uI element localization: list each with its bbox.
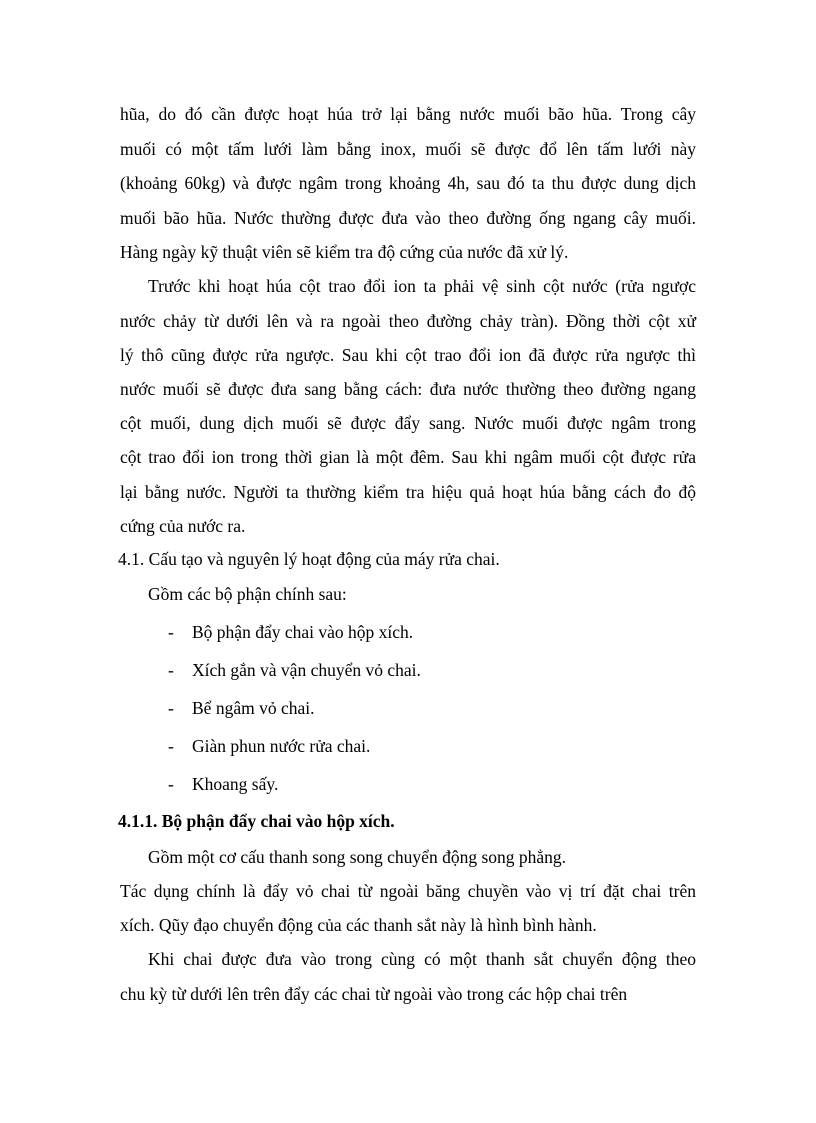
list-intro: Gồm các bộ phận chính sau: xyxy=(148,584,347,604)
section-heading: 4.1. Cấu tạo và nguyên lý hoạt động của máy rửa chai. xyxy=(118,549,500,569)
paragraph-2-line: lại bằng nước. Người ta thường kiểm tra hiệu quả hoạt húa bằng cách đo độ xyxy=(120,482,696,502)
list-item-label: Bộ phận đẩy chai vào hộp xích. xyxy=(192,622,414,642)
list-item xyxy=(168,735,370,757)
list-item-label: Xích gắn và vận chuyển vỏ chai. xyxy=(192,660,421,680)
paragraph-2-line: lý thô cũng được rửa ngược. Sau khi cột trao đổi ion đã được rửa ngược thì xyxy=(120,345,696,365)
list-item xyxy=(168,621,413,643)
paragraph-3-line: Gồm một cơ cấu thanh song song chuyển động song phẳng. xyxy=(148,847,567,867)
list-item-label: Giàn phun nước rửa chai. xyxy=(192,736,371,756)
paragraph-2-line: nước chảy từ dưới lên và ra ngoài theo đường chảy tràn). Đồng thời cột xử xyxy=(120,311,696,331)
paragraph-2-line: cột trao đổi ion trong thời gian là một đêm. Sau khi ngâm muối cột được rửa xyxy=(120,447,696,467)
paragraph-1-line: (khoảng 60kg) và được ngâm trong khoảng 4h, sau đó ta thu được dung dịch xyxy=(120,173,696,193)
bullet-marker: - xyxy=(168,698,174,718)
paragraph-3-line: xích. Qũy đạo chuyển động của các thanh sắt này là hình bình hành. xyxy=(120,915,597,935)
paragraph-1-line: Hàng ngày kỹ thuật viên sẽ kiểm tra độ cứng của nước đã xử lý. xyxy=(120,242,569,262)
list-item xyxy=(168,697,314,719)
paragraph-1-line: muối có một tấm lưới làm bằng inox, muối sẽ được đổ lên tấm lưới này xyxy=(120,139,696,159)
paragraph-2-line: cứng của nước ra. xyxy=(120,516,246,536)
subsection-heading: 4.1.1. Bộ phận đẩy chai vào hộp xích. xyxy=(118,811,395,831)
paragraph-3-line: Tác dụng chính là đẩy vỏ chai từ ngoài băng chuyền vào vị trí đặt chai trên xyxy=(120,881,696,901)
paragraph-2-line: nước muối sẽ được đưa sang bằng cách: đưa nước thường theo đường ngang xyxy=(120,379,696,399)
paragraph-4-line: chu kỳ từ dưới lên trên đẩy các chai từ ngoài vào trong các hộp chai trên xyxy=(120,984,628,1004)
bullet-marker: - xyxy=(168,774,174,794)
paragraph-1-line: muối bão hũa. Nước thường được đưa vào theo đường ống ngang cây muối. xyxy=(120,208,696,228)
bullet-marker: - xyxy=(168,660,174,680)
list-item xyxy=(168,659,421,681)
bullet-marker: - xyxy=(168,736,174,756)
list-item-label: Bể ngâm vỏ chai. xyxy=(192,698,315,718)
paragraph-2-line: Trước khi hoạt húa cột trao đổi ion ta phải vệ sinh cột nước (rửa ngược xyxy=(148,276,696,296)
list-item-label: Khoang sấy. xyxy=(192,774,279,794)
paragraph-2-line: cột muối, dung dịch muối sẽ được đẩy sang. Nước muối được ngâm trong xyxy=(120,413,696,433)
list-item xyxy=(168,773,278,795)
bullet-marker: - xyxy=(168,622,174,642)
paragraph-1-line: hũa, do đó cần được hoạt húa trở lại bằng nước muối bão hũa. Trong cây xyxy=(120,104,696,124)
paragraph-4-line: Khi chai được đưa vào trong cùng có một thanh sắt chuyển động theo xyxy=(148,949,696,969)
